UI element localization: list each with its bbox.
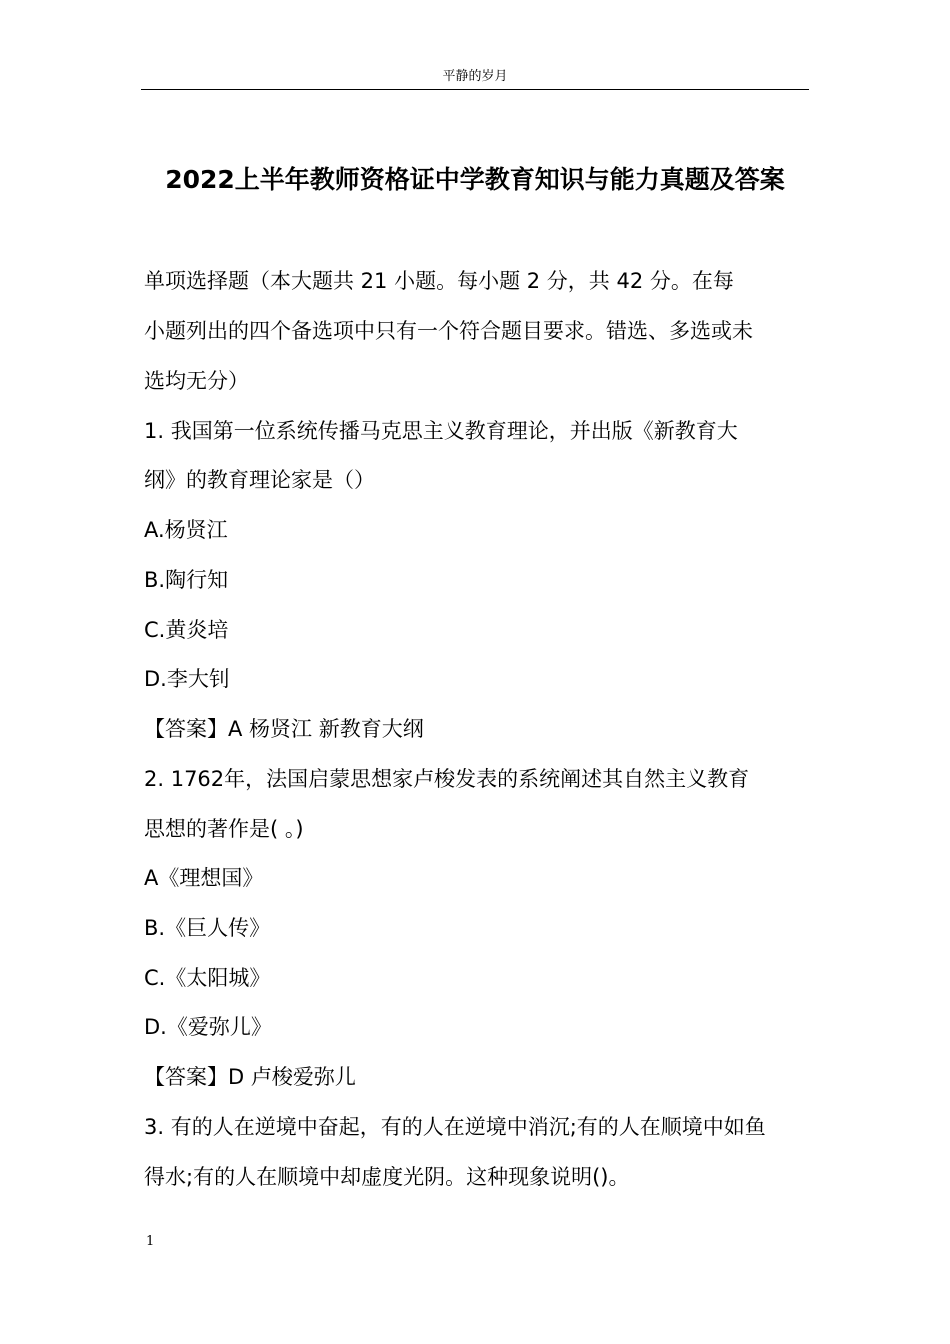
question-3-line-1: 3. 有的人在逆境中奋起，有的人在逆境中消沉;有的人在顺境中如鱼: [144, 1115, 766, 1139]
instructions-line-1: 单项选择题（本大题共 21 小题。每小题 2 分，共 42 分。在每: [144, 269, 734, 293]
question-1-answer: 【答案】A 杨贤江 新教育大纲: [144, 717, 424, 741]
question-1-option-c: C.黄炎培: [144, 618, 229, 642]
question-2-option-c: C.《太阳城》: [144, 966, 271, 990]
instructions-line-2: 小题列出的四个备选项中只有一个符合题目要求。错选、多选或未: [144, 319, 753, 343]
page-number: 1: [146, 1234, 155, 1249]
page-header: 平静的岁月: [442, 69, 508, 84]
question-1-option-a: A.杨贤江: [144, 518, 228, 542]
question-2-option-a: A《理想国》: [144, 866, 264, 890]
document-title: 2022上半年教师资格证中学教育知识与能力真题及答案: [165, 165, 785, 194]
question-1-line-2: 纲》的教育理论家是（）: [144, 468, 375, 492]
header-rule: [141, 89, 809, 90]
question-1-line-1: 1. 我国第一位系统传播马克思主义教育理论，并出版《新教育大: [144, 419, 738, 443]
question-2-answer: 【答案】D 卢梭爱弥儿: [144, 1065, 356, 1089]
question-2-option-d: D.《爱弥儿》: [144, 1015, 272, 1039]
question-3-line-2: 得水;有的人在顺境中却虚度光阴。这种现象说明()。: [144, 1165, 630, 1189]
question-1-option-b: B.陶行知: [144, 568, 229, 592]
question-2-line-1: 2. 1762年，法国启蒙思想家卢梭发表的系统阐述其自然主义教育: [144, 767, 750, 791]
question-2-line-2: 思想的著作是( 。): [144, 817, 304, 841]
question-2-option-b: B.《巨人传》: [144, 916, 271, 940]
question-1-option-d: D.李大钊: [144, 667, 230, 691]
instructions-line-3: 选均无分）: [144, 369, 249, 393]
